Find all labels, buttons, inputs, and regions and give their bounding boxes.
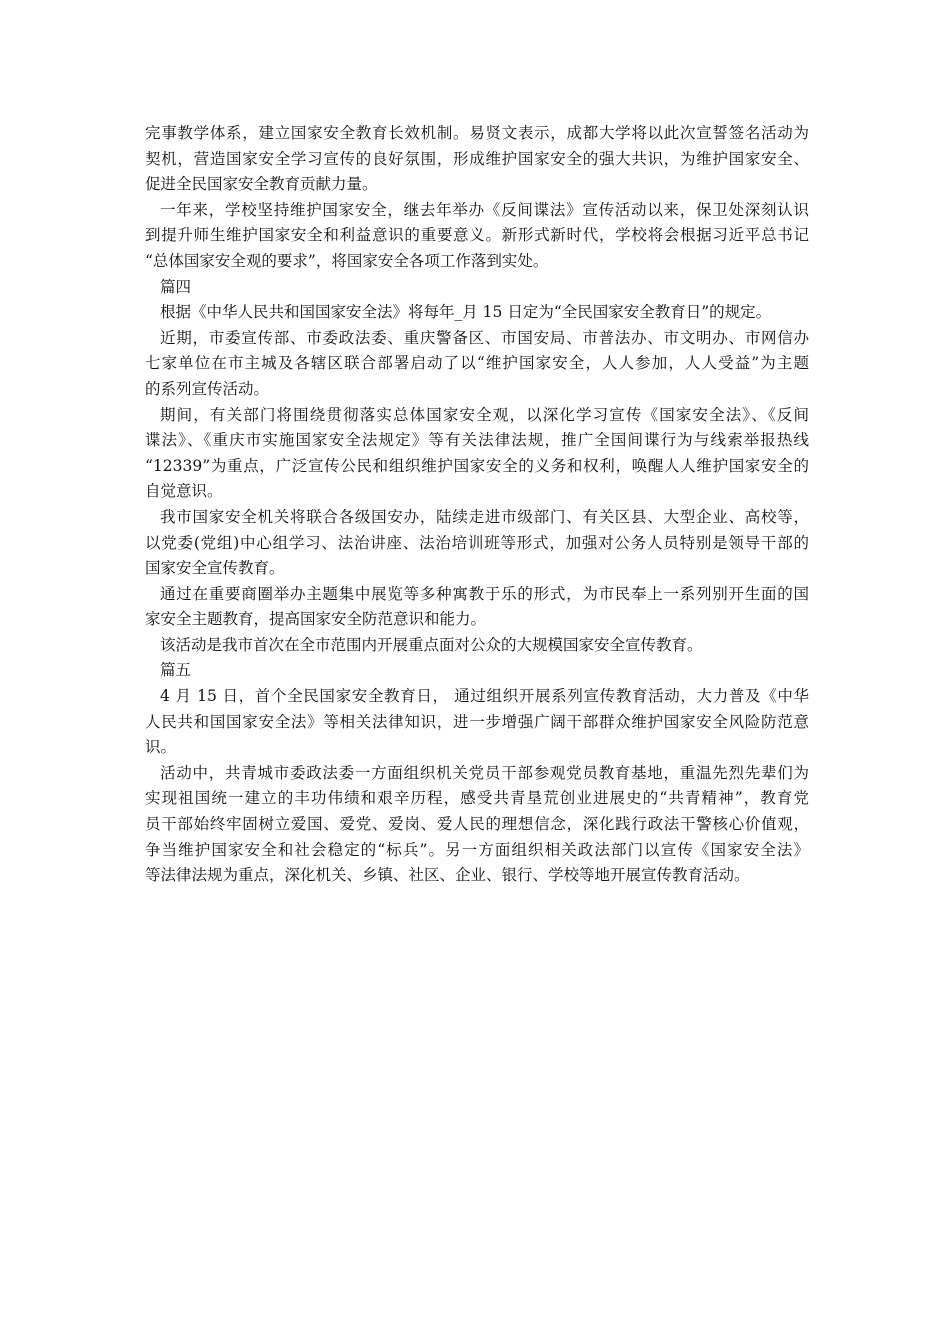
document-body — [145, 121, 809, 889]
paragraph — [145, 633, 809, 659]
paragraph — [145, 761, 809, 889]
text-line: 识。 — [145, 738, 177, 757]
text-line: 促进全民国家安全教育贡献力量。 — [145, 175, 378, 194]
text-line: 的系列宣传活动。 — [145, 379, 270, 398]
text-line: 争当维护国家安全和社会稳定的“标兵”。另一方面组织相关政法部门以宣传《国家安全法》 — [145, 840, 809, 859]
text-line: 七家单位在市主城及各辖区联合部署启动了以“维护国家安全，人人参加，人人受益”为主题 — [145, 354, 809, 373]
text-line: 根据《中华人民共和国国家安全法》将每年_月 15 日定为“全民国家安全教育日”的规定。 — [160, 303, 772, 322]
text-line: 国家安全宣传教育。 — [145, 559, 285, 578]
text-line: 通过在重要商圈举办主题集中展览等多种寓教于乐的形式，为市民奉上一系列别开生面的国 — [160, 584, 809, 603]
text-line: 完事教学体系，建立国家安全教育长效机制。易贤文表示，成都大学将以此次宣誓签名活动为 — [145, 124, 809, 142]
paragraph — [145, 403, 809, 505]
paragraph — [145, 505, 809, 582]
text-line: 我市国家安全机关将联合各级国安办，陆续走进市级部门、有关区县、大型企业、高校等， — [160, 507, 809, 526]
section-heading: 篇五 — [160, 661, 192, 680]
paragraph — [145, 684, 809, 761]
section-heading: 篇四 — [160, 277, 192, 296]
paragraph — [145, 582, 809, 633]
text-line: 近期，市委宣传部、市委政法委、重庆警备区、市国安局、市普法办、市文明办、市网信办 — [160, 328, 809, 347]
text-line: 到提升师生维护国家安全和利益意识的重要意义。新形式新时代，学校将会根据习近平总书记 — [145, 226, 809, 245]
text-line: “总体国家安全观的要求”，将国家安全各项工作落到实处。 — [145, 251, 549, 270]
text-line: 实现祖国统一建立的丰功伟绩和艰辛历程，感受共青垦荒创业进展史的“共青精神”，教育党 — [145, 789, 809, 808]
text-line: “12339”为重点，广泛宣传公民和组织维护国家安全的义务和权利，唤醒人人维护国家安全的 — [145, 456, 809, 475]
text-line: 谍法》、《重庆市实施国家安全法规定》等有关法律法规，推广全国间谍行为与线索举报热线 — [145, 431, 809, 450]
paragraph — [145, 198, 809, 275]
text-line: 自觉意识。 — [145, 482, 223, 501]
text-line: 4 月 15 日，首个全民国家安全教育日， 通过组织开展系列宣传教育活动，大力普及《中华 — [160, 687, 809, 706]
text-line: 家安全主题教育，提高国家安全防范意识和能力。 — [145, 610, 487, 629]
text-line: 该活动是我市首次在全市范围内开展重点面对公众的大规模国家安全宣传教育。 — [160, 635, 703, 654]
text-line: 员干部始终牢固树立爱国、爱党、爱岗、爱人民的理想信念，深化践行政法干警核心价值观， — [145, 815, 809, 834]
paragraph — [145, 121, 809, 198]
text-line: 活动中，共青城市委政法委一方面组织机关党员干部参观党员教育基地，重温先烈先辈们为 — [160, 763, 809, 782]
text-line: 期间，有关部门将围绕贯彻落实总体国家安全观，以深化学习宣传《国家安全法》、《反间 — [160, 405, 809, 424]
text-line: 契机，营造国家安全学习宣传的良好氛围，形成维护国家安全的强大共识，为维护国家安全、 — [145, 149, 809, 168]
text-line: 等法律法规为重点，深化机关、乡镇、社区、企业、银行、学校等地开展宣传教育活动。 — [145, 866, 750, 885]
text-line: 以党委(党组)中心组学习、法治讲座、法治培训班等形式，加强对公务人员特别是领导干部的 — [145, 533, 809, 552]
paragraph — [145, 300, 809, 326]
text-line: 人民共和国国家安全法》等相关法律知识，进一步增强广阔干部群众维护国家安全风险防范意 — [145, 712, 809, 731]
paragraph — [145, 326, 809, 403]
text-line: 一年来，学校坚持维护国家安全，继去年举办《反间谍法》宣传活动以来，保卫处深刻认识 — [160, 200, 809, 219]
